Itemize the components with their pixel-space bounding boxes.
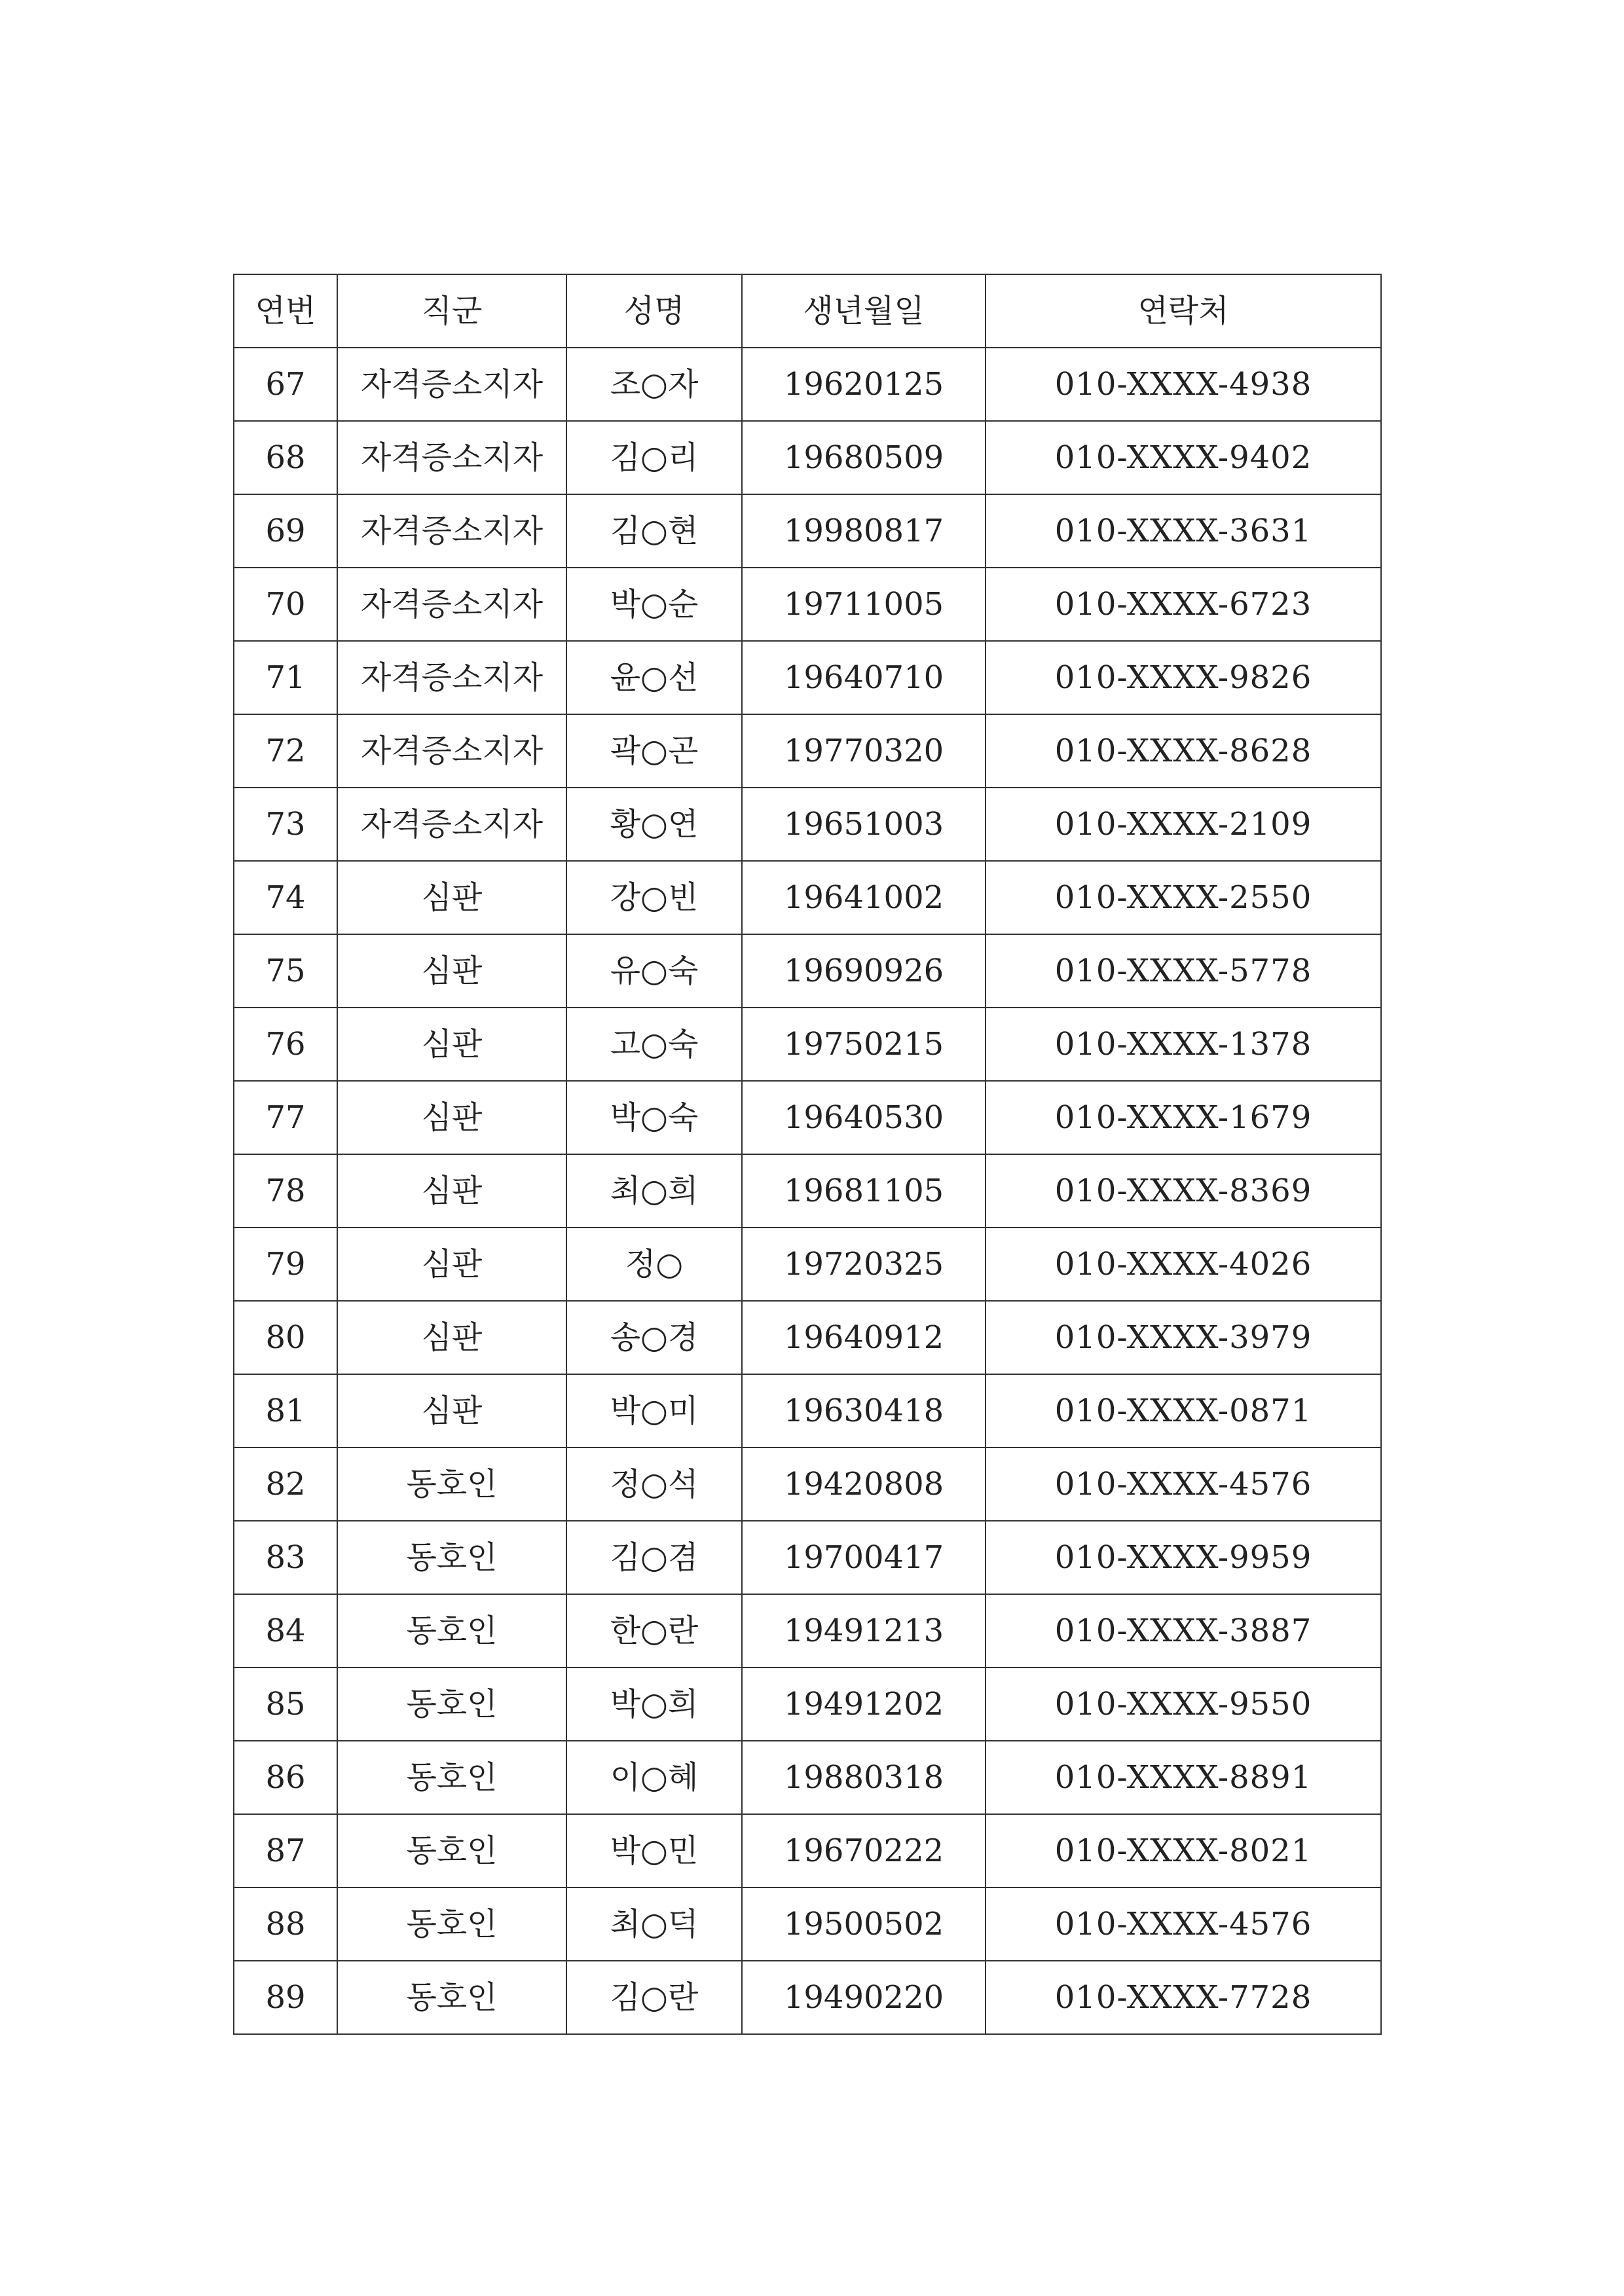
table-row [234, 1594, 1381, 1667]
cell-job-group: 자격증소지자 [337, 641, 566, 714]
table-row [234, 1374, 1381, 1448]
cell-name: 박○민 [566, 1814, 742, 1887]
cell-job-group: 심판 [337, 1301, 566, 1374]
cell-name: 황○연 [566, 788, 742, 861]
header-row [234, 274, 1381, 348]
cell-serial-number: 82 [234, 1448, 337, 1521]
table-row [234, 348, 1381, 421]
cell-job-group: 동호인 [337, 1448, 566, 1521]
header-job-group: 직군 [337, 274, 566, 348]
cell-birth-date: 19491213 [742, 1594, 986, 1667]
table-row [234, 861, 1381, 934]
cell-serial-number: 72 [234, 714, 337, 788]
cell-job-group: 동호인 [337, 1961, 566, 2034]
table-row [234, 1448, 1381, 1521]
cell-name: 이○혜 [566, 1741, 742, 1814]
cell-serial-number: 67 [234, 348, 337, 421]
cell-serial-number: 73 [234, 788, 337, 861]
cell-contact: 010-XXXX-7728 [986, 1961, 1381, 2034]
table-row [234, 1814, 1381, 1887]
cell-job-group: 자격증소지자 [337, 568, 566, 641]
header-birth-date: 생년월일 [742, 274, 986, 348]
cell-birth-date: 19640912 [742, 1301, 986, 1374]
cell-name: 최○희 [566, 1154, 742, 1228]
cell-serial-number: 75 [234, 934, 337, 1008]
cell-contact: 010-XXXX-5778 [986, 934, 1381, 1008]
table-row [234, 1887, 1381, 1961]
cell-job-group: 동호인 [337, 1667, 566, 1741]
cell-contact: 010-XXXX-0871 [986, 1374, 1381, 1448]
table-row [234, 934, 1381, 1008]
cell-serial-number: 89 [234, 1961, 337, 2034]
cell-contact: 010-XXXX-4576 [986, 1448, 1381, 1521]
cell-name: 김○란 [566, 1961, 742, 2034]
cell-job-group: 동호인 [337, 1521, 566, 1594]
cell-birth-date: 19491202 [742, 1667, 986, 1741]
table-row [234, 568, 1381, 641]
cell-serial-number: 88 [234, 1887, 337, 1961]
cell-birth-date: 19620125 [742, 348, 986, 421]
cell-contact: 010-XXXX-3979 [986, 1301, 1381, 1374]
cell-name: 박○미 [566, 1374, 742, 1448]
header-serial-number: 연번 [234, 274, 337, 348]
cell-job-group: 동호인 [337, 1887, 566, 1961]
cell-name: 조○자 [566, 348, 742, 421]
cell-name: 송○경 [566, 1301, 742, 1374]
cell-job-group: 자격증소지자 [337, 494, 566, 568]
cell-birth-date: 19770320 [742, 714, 986, 788]
cell-contact: 010-XXXX-8369 [986, 1154, 1381, 1228]
cell-serial-number: 79 [234, 1228, 337, 1301]
table-row [234, 421, 1381, 494]
cell-job-group: 심판 [337, 861, 566, 934]
cell-contact: 010-XXXX-4026 [986, 1228, 1381, 1301]
cell-serial-number: 76 [234, 1008, 337, 1081]
table-row [234, 1961, 1381, 2034]
table-row [234, 641, 1381, 714]
cell-contact: 010-XXXX-4938 [986, 348, 1381, 421]
table-row [234, 1008, 1381, 1081]
cell-job-group: 심판 [337, 1008, 566, 1081]
cell-birth-date: 19880318 [742, 1741, 986, 1814]
cell-name: 정○석 [566, 1448, 742, 1521]
cell-name: 한○란 [566, 1594, 742, 1667]
cell-contact: 010-XXXX-9959 [986, 1521, 1381, 1594]
cell-birth-date: 19500502 [742, 1887, 986, 1961]
cell-serial-number: 78 [234, 1154, 337, 1228]
cell-name: 강○빈 [566, 861, 742, 934]
cell-job-group: 심판 [337, 1228, 566, 1301]
cell-birth-date: 19630418 [742, 1374, 986, 1448]
cell-name: 김○리 [566, 421, 742, 494]
cell-job-group: 심판 [337, 1081, 566, 1154]
cell-name: 최○덕 [566, 1887, 742, 1961]
cell-contact: 010-XXXX-2109 [986, 788, 1381, 861]
cell-serial-number: 70 [234, 568, 337, 641]
cell-serial-number: 68 [234, 421, 337, 494]
cell-contact: 010-XXXX-6723 [986, 568, 1381, 641]
cell-job-group: 동호인 [337, 1741, 566, 1814]
cell-birth-date: 19720325 [742, 1228, 986, 1301]
cell-contact: 010-XXXX-1378 [986, 1008, 1381, 1081]
table-row [234, 1154, 1381, 1228]
cell-serial-number: 84 [234, 1594, 337, 1667]
cell-birth-date: 19640530 [742, 1081, 986, 1154]
table-row [234, 1741, 1381, 1814]
cell-serial-number: 85 [234, 1667, 337, 1741]
cell-serial-number: 80 [234, 1301, 337, 1374]
cell-birth-date: 19700417 [742, 1521, 986, 1594]
cell-birth-date: 19640710 [742, 641, 986, 714]
table-row [234, 714, 1381, 788]
table-row [234, 1301, 1381, 1374]
cell-serial-number: 77 [234, 1081, 337, 1154]
header-contact: 연락처 [986, 274, 1381, 348]
cell-contact: 010-XXXX-9550 [986, 1667, 1381, 1741]
cell-contact: 010-XXXX-8628 [986, 714, 1381, 788]
cell-birth-date: 19680509 [742, 421, 986, 494]
cell-birth-date: 19651003 [742, 788, 986, 861]
cell-name: 곽○곤 [566, 714, 742, 788]
cell-contact: 010-XXXX-3887 [986, 1594, 1381, 1667]
cell-birth-date: 19490220 [742, 1961, 986, 2034]
cell-birth-date: 19980817 [742, 494, 986, 568]
table-body [234, 348, 1381, 2034]
cell-job-group: 자격증소지자 [337, 421, 566, 494]
cell-serial-number: 74 [234, 861, 337, 934]
cell-job-group: 자격증소지자 [337, 714, 566, 788]
cell-name: 박○순 [566, 568, 742, 641]
cell-serial-number: 83 [234, 1521, 337, 1594]
roster-table [233, 274, 1382, 2035]
cell-job-group: 심판 [337, 1374, 566, 1448]
cell-birth-date: 19711005 [742, 568, 986, 641]
cell-contact: 010-XXXX-9402 [986, 421, 1381, 494]
cell-serial-number: 81 [234, 1374, 337, 1448]
header-name: 성명 [566, 274, 742, 348]
cell-job-group: 동호인 [337, 1594, 566, 1667]
cell-birth-date: 19750215 [742, 1008, 986, 1081]
cell-job-group: 동호인 [337, 1814, 566, 1887]
cell-contact: 010-XXXX-8891 [986, 1741, 1381, 1814]
table-row [234, 788, 1381, 861]
cell-birth-date: 19670222 [742, 1814, 986, 1887]
cell-serial-number: 87 [234, 1814, 337, 1887]
cell-name: 박○희 [566, 1667, 742, 1741]
cell-job-group: 심판 [337, 934, 566, 1008]
table-row [234, 1521, 1381, 1594]
cell-job-group: 자격증소지자 [337, 348, 566, 421]
cell-name: 박○숙 [566, 1081, 742, 1154]
cell-contact: 010-XXXX-9826 [986, 641, 1381, 714]
cell-contact: 010-XXXX-8021 [986, 1814, 1381, 1887]
cell-birth-date: 19690926 [742, 934, 986, 1008]
table-row [234, 1667, 1381, 1741]
cell-contact: 010-XXXX-4576 [986, 1887, 1381, 1961]
cell-name: 김○현 [566, 494, 742, 568]
cell-serial-number: 69 [234, 494, 337, 568]
table-row [234, 1081, 1381, 1154]
cell-job-group: 심판 [337, 1154, 566, 1228]
table-header [234, 274, 1381, 348]
cell-contact: 010-XXXX-1679 [986, 1081, 1381, 1154]
cell-contact: 010-XXXX-3631 [986, 494, 1381, 568]
cell-name: 고○숙 [566, 1008, 742, 1081]
cell-name: 김○겸 [566, 1521, 742, 1594]
cell-name: 윤○선 [566, 641, 742, 714]
cell-name: 정○ [566, 1228, 742, 1301]
cell-serial-number: 86 [234, 1741, 337, 1814]
cell-contact: 010-XXXX-2550 [986, 861, 1381, 934]
cell-job-group: 자격증소지자 [337, 788, 566, 861]
cell-serial-number: 71 [234, 641, 337, 714]
table-row [234, 1228, 1381, 1301]
cell-birth-date: 19420808 [742, 1448, 986, 1521]
cell-birth-date: 19681105 [742, 1154, 986, 1228]
cell-birth-date: 19641002 [742, 861, 986, 934]
table-row [234, 494, 1381, 568]
cell-name: 유○숙 [566, 934, 742, 1008]
